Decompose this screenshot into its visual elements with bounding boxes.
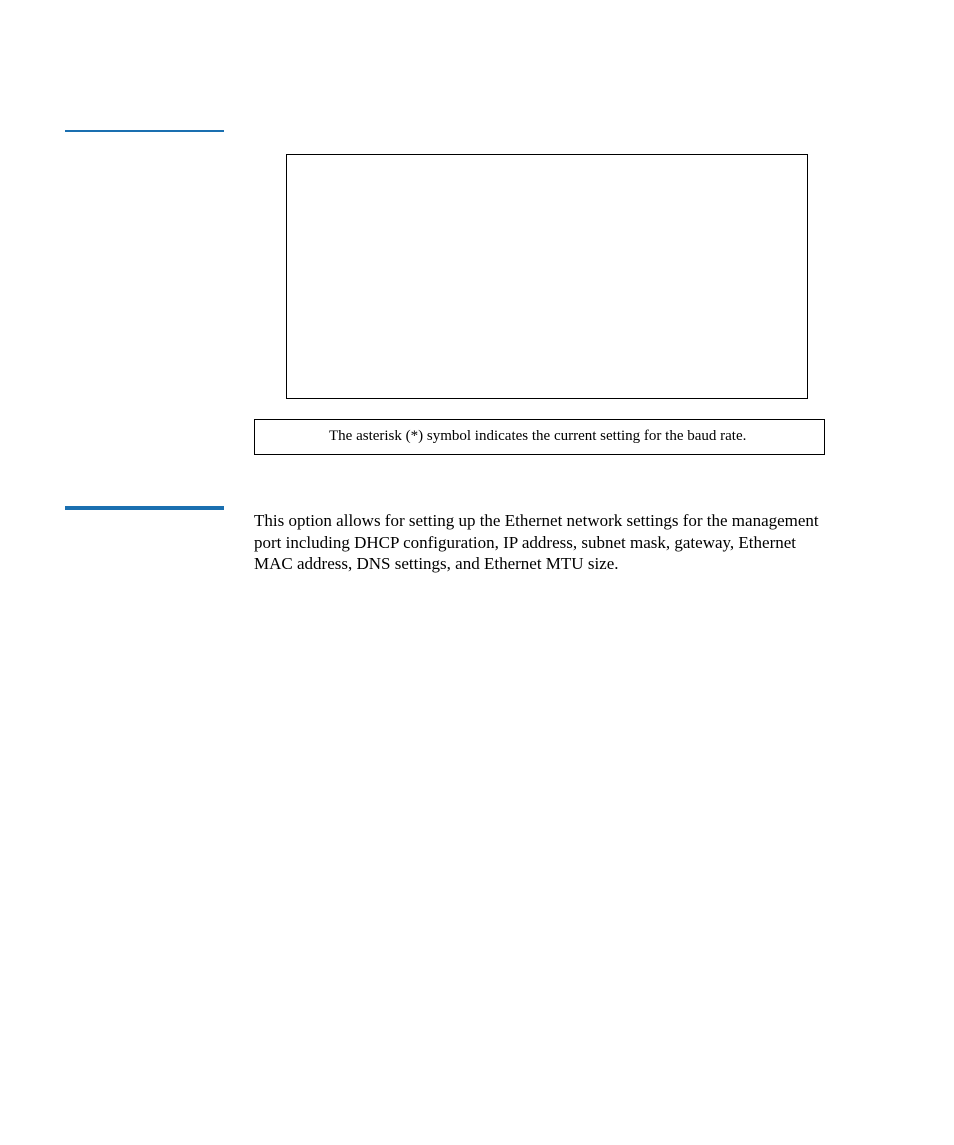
top-divider-rule — [65, 130, 224, 132]
note-box — [254, 419, 825, 455]
section-paragraph: This option allows for setting up the Ethernet network settings for the management port including DHCP configuration, IP address, subnet mask, gateway, Ethernet MAC address, DNS settings, and Ethernet MTU size. — [254, 511, 819, 573]
note-text: The asterisk (*) symbol indicates the current setting for the baud rate. — [329, 428, 747, 444]
section-divider-rule — [65, 506, 224, 510]
screenshot-frame — [286, 154, 808, 399]
